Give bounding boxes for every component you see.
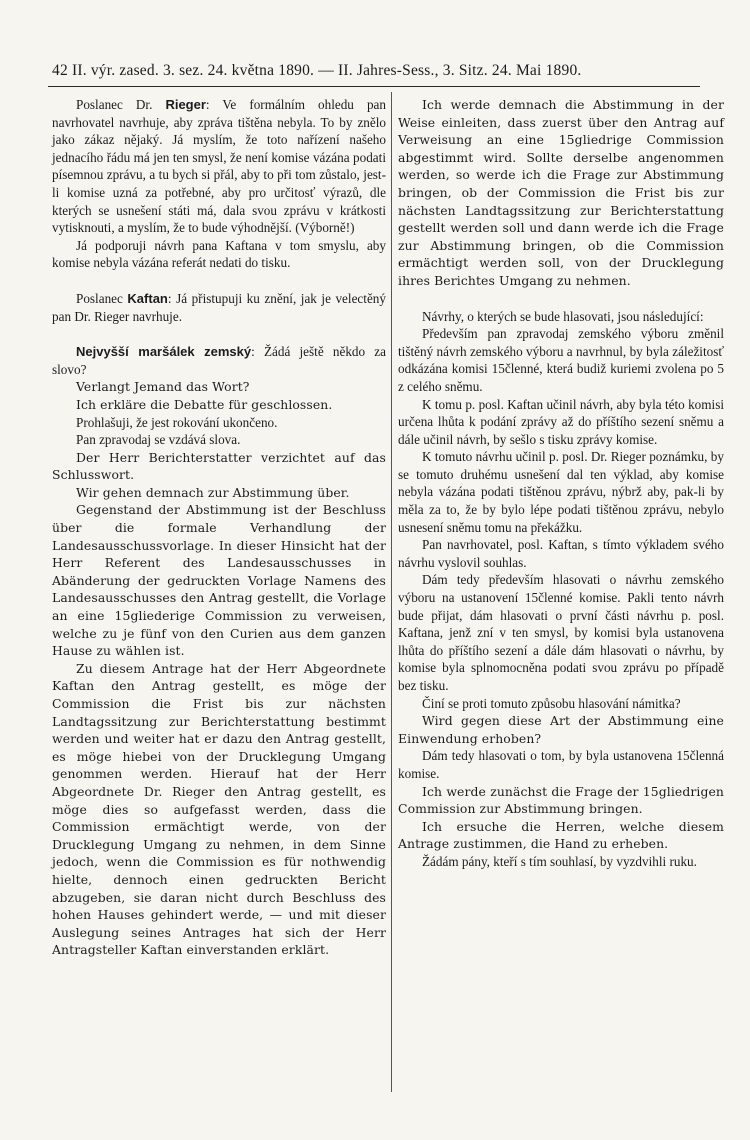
paragraph: Pan navrhovatel, posl. Kaftan, s tímto výkladem svého návrhu vyslovil souhlas. — [398, 537, 724, 570]
speaker-name: Rieger — [165, 97, 206, 112]
paragraph: Prohlašuji, že jest rokování ukončeno. — [76, 414, 278, 430]
german-paragraph: Ich ersuche die Herren, welche diesem Antrage zustimmen, die Hand zu erheben. — [398, 818, 724, 852]
german-paragraph: Der Herr Berichterstatter verzichtet auf das Schlusswort. — [52, 449, 386, 483]
speech-paragraph — [52, 96, 386, 237]
speech-paragraph — [52, 343, 386, 378]
speaker-name: Kaftan — [127, 290, 168, 306]
speaker-name: Nejvyšší maršálek zemský — [76, 344, 252, 360]
german-paragraph: Verlangt Jemand das Wort? — [76, 379, 250, 395]
german-paragraph: Ich werde demnach die Abstimmung in der Weise einleiten, dass zuerst über den Antrag auf Verweisung an eine 15gliedrige Commission abgestimmt wird. Sollte derselbe angenommen werden, so werde ich die Frage zur Abstimmung bringen, ob der Commission die Frist bis zur nächsten Landtagssitzung zur Berichterstattung gestellt werden soll und dann werde ich die Frage zur Abstimmung bringen, ob die Commission ermächtigt werden soll, von der Drucklegung ihres Berichtes Umgang zu nehmen. — [398, 97, 724, 288]
paragraph: Návrhy, o kterých se bude hlasovati, jsou následující: — [422, 308, 704, 324]
left-column — [52, 96, 386, 959]
speaker-prefix: Poslanec Dr. — [76, 97, 166, 112]
german-paragraph: Gegenstand der Abstimmung ist der Beschluss über die formale Verhandlung der Landesausschussvorlage. In dieser Hinsicht hat der Herr Referent des Landesausschusses in Abänderung der gedruckten Vorlage Namens des Landesausschusses den Antrag gestellt, die Vorlage an eine 15gliederige Commission zu verweisen, welche zu je fünf von den Curien aus dem ganzen Hause zu wählen ist. — [52, 502, 386, 659]
speaker-prefix: Poslanec — [76, 290, 128, 306]
speech-text: : Žádá ještě někdo za slovo? — [52, 344, 386, 377]
paragraph: Činí se proti tomuto způsobu hlasování námitka? — [422, 695, 681, 711]
paragraph: Pan zpravodaj se vzdává slova. — [76, 432, 241, 448]
german-paragraph: Wir gehen demnach zur Abstimmung über. — [76, 484, 350, 500]
paragraph: K tomuto návrhu učinil p. posl. Dr. Rieger poznámku, by se tomuto druhému usnešení dal ten výklad, aby komise nebyla vázána podati tištěnou zprávu, nýbrž aby, pak-li by měla za to, že by bylo lépe podati tištěnou zprávu, nebylo usnesení sněmu tomu na překážku. — [398, 449, 724, 535]
speech-text: : Ve formálním ohledu pan navrhovatel navrhuje, aby zpráva tištěna nebyla. To by znělo jako zákaz nějaký. Já myslím, že toto nařízení našeho jednacího řádu má jen ten smysl, že není komise vázána podati písemnou zprávu, a tu bych si přál, aby to při tom zůstalo, jest-li komise uzná za potřebné, aby pro určitosť výrazů, dle kterých se usnešení státi má, dala svou zprávu v krátkosti vytisknouti, a myslím, že to bude výhodnější. (Výborně!) — [52, 97, 386, 236]
paragraph: K tomu p. posl. Kaftan učinil návrh, aby byla této komisi určena lhůta k podání zprávy až do příštího sezení sněmu a dále učinil návrh, by sešlo s tisku zprávy komise. — [398, 396, 724, 447]
german-paragraph: Zu diesem Antrage hat der Herr Abgeordnete Kaftan den Antrag gestellt, es möge der Commission die Frist bis zur nächsten Landtagssitzung zur Berichterstattung bestimmt werden und weiter hat er dazu den Antrag gestellt, es möge hiebei von der Drucklegung Umgang genommen werden. Hierauf hat der Herr Abgeordnete Dr. Rieger den Antrag gestellt, es möge dies so aufgefasst werden, dass die Commission ermächtigt werde, von der Drucklegung Umgang zu nehmen, in dem Sinne jedoch, wenn die Commission es für nothwendig hielte, dennoch einen gedruckten Bericht abzugeben, sie daran nicht durch Beschluss des hohen Hauses gehindert werde, — und mit dieser Auslegung seines Antrages hat sich der Herr Antragsteller Kaftan einverstanden erklärt. — [52, 660, 386, 958]
paragraph: Především pan zpravodaj zemského výboru změnil tištěný návrh zemského výboru a navrhnul, by byla záležitosť odkázána komisi 15členné, která budiž kuriemi zvolena po 5 z celého sněmu. — [398, 326, 724, 394]
paragraph: Dám tedy především hlasovati o návrhu zemského výboru na ustanovení 15členné komise. Pakli tento návrh bude přijat, dám hlasovati o první části návrhu p. posl. Kaftana, jenž zní v ten smysl, by komisi byla ustanovena lhůta do příštího sezení a dále dám hlasovati o návrhu, by komise byla splnomocněna podati svou zprávu po případě bez tisku. — [398, 572, 724, 693]
german-paragraph: Ich werde zunächst die Frage der 15gliedrigen Commission zur Abstimmung bringen. — [398, 783, 724, 817]
paragraph: Žádám pány, kteří s tím souhlasí, by vyzdvihli ruku. — [422, 853, 697, 869]
header-text: 42 II. výr. zased. 3. sez. 24. května 1890. — II. Jahres-Sess., 3. Sitz. 24. Mai 1890. — [52, 62, 582, 79]
right-column — [398, 96, 724, 871]
german-paragraph: Ich erkläre die Debatte für geschlossen. — [76, 396, 333, 412]
column-divider — [391, 92, 392, 1092]
page-header — [52, 62, 698, 80]
speech-text: : Já přistupuji ku znění, jak je velectěný pan Dr. Rieger navrhuje. — [52, 290, 386, 324]
header-rule — [48, 86, 700, 87]
german-paragraph: Wird gegen diese Art der Abstimmung eine Einwendung erhoben? — [398, 713, 724, 746]
speech-paragraph — [52, 290, 386, 325]
paragraph: Dám tedy hlasovati o tom, by byla ustanovena 15členná komise. — [398, 748, 724, 781]
paragraph: Já podporuji návrh pana Kaftana v tom smyslu, aby komise nebyla vázána referát nedati do tisku. — [52, 237, 386, 271]
